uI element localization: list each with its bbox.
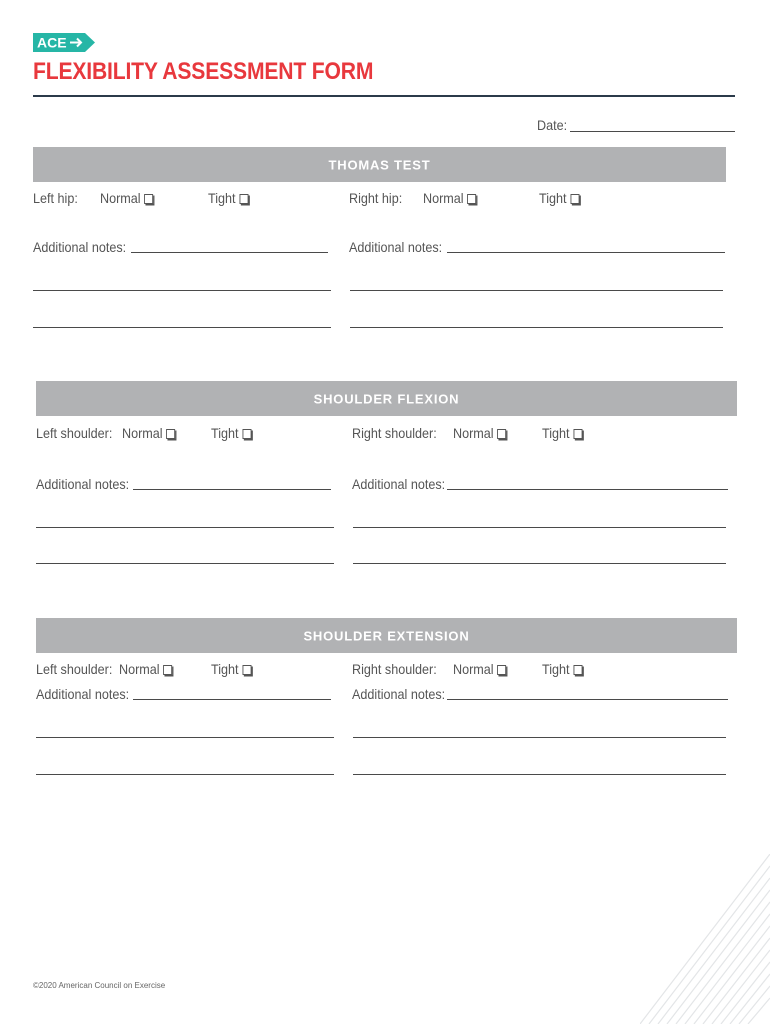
left-notes-line[interactable] — [33, 290, 331, 291]
page-title: FLEXIBILITY ASSESSMENT FORM — [33, 58, 374, 85]
right-notes-line[interactable] — [353, 563, 726, 564]
section-header-shoulder-flexion — [36, 381, 737, 416]
checkbox[interactable] — [242, 429, 251, 439]
right-shoulder-normal-option[interactable] — [453, 425, 506, 441]
checkbox[interactable] — [497, 429, 506, 439]
right-shoulder-label: Right shoulder: — [352, 661, 437, 677]
right-notes-line[interactable] — [350, 327, 723, 328]
right-notes-line[interactable] — [350, 290, 723, 291]
left-hip-tight-option[interactable] — [208, 190, 248, 206]
right-notes-line[interactable] — [353, 527, 726, 528]
right-notes-label: Additional notes: — [349, 239, 443, 255]
left-shoulder-tight-option[interactable] — [211, 661, 251, 677]
option-label: Tight — [542, 661, 570, 677]
option-label: Tight — [539, 190, 567, 206]
left-notes-line[interactable] — [36, 527, 334, 528]
left-notes-line[interactable] — [33, 327, 331, 328]
left-shoulder-label: Left shoulder: — [36, 425, 113, 441]
left-shoulder-label: Left shoulder: — [36, 661, 113, 677]
option-label: Normal — [119, 661, 160, 677]
checkbox[interactable] — [239, 194, 248, 204]
option-label: Tight — [211, 425, 239, 441]
option-label: Normal — [423, 190, 464, 206]
option-label: Normal — [453, 425, 494, 441]
left-notes-line[interactable] — [36, 774, 334, 775]
left-notes-line[interactable] — [133, 489, 331, 490]
section-heading: SHOULDER EXTENSION — [303, 628, 470, 643]
option-label: Tight — [542, 425, 570, 441]
left-hip-label: Left hip: — [33, 190, 78, 206]
left-notes-line[interactable] — [133, 699, 331, 700]
right-notes-line[interactable] — [447, 252, 725, 253]
right-shoulder-tight-option[interactable] — [542, 661, 582, 677]
section-header-thomas-test — [33, 147, 726, 182]
right-notes-label: Additional notes: — [352, 476, 446, 492]
ace-logo — [33, 33, 95, 52]
copyright-footer: ©2020 American Council on Exercise — [33, 981, 166, 990]
left-notes-label: Additional notes: — [36, 686, 130, 702]
left-hip-normal-option[interactable] — [100, 190, 153, 206]
right-shoulder-tight-option[interactable] — [542, 425, 582, 441]
left-shoulder-normal-option[interactable] — [119, 661, 172, 677]
option-label: Normal — [453, 661, 494, 677]
left-shoulder-normal-option[interactable] — [122, 425, 175, 441]
section-heading: THOMAS TEST — [328, 157, 431, 172]
checkbox[interactable] — [573, 429, 582, 439]
right-notes-line[interactable] — [447, 699, 728, 700]
title-divider — [33, 95, 735, 97]
left-notes-line[interactable] — [36, 563, 334, 564]
checkbox[interactable] — [467, 194, 476, 204]
option-label: Tight — [208, 190, 236, 206]
left-notes-line[interactable] — [131, 252, 328, 253]
right-hip-label: Right hip: — [349, 190, 403, 206]
checkbox[interactable] — [166, 429, 175, 439]
right-notes-label: Additional notes: — [352, 686, 446, 702]
right-shoulder-label: Right shoulder: — [352, 425, 437, 441]
left-notes-label: Additional notes: — [36, 476, 130, 492]
option-label: Normal — [122, 425, 163, 441]
option-label: Tight — [211, 661, 239, 677]
checkbox[interactable] — [144, 194, 153, 204]
left-shoulder-tight-option[interactable] — [211, 425, 251, 441]
checkbox[interactable] — [242, 665, 251, 675]
date-field[interactable] — [570, 131, 735, 132]
right-notes-line[interactable] — [353, 774, 726, 775]
left-notes-label: Additional notes: — [33, 239, 127, 255]
section-heading: SHOULDER FLEXION — [313, 391, 460, 406]
date-label: Date: — [537, 117, 568, 133]
right-hip-tight-option[interactable] — [539, 190, 579, 206]
svg-text:ACE: ACE — [37, 34, 67, 51]
right-notes-line[interactable] — [447, 489, 728, 490]
checkbox[interactable] — [573, 665, 582, 675]
left-notes-line[interactable] — [36, 737, 334, 738]
checkbox[interactable] — [570, 194, 579, 204]
decorative-stripes — [640, 854, 770, 1024]
right-hip-normal-option[interactable] — [423, 190, 476, 206]
section-header-shoulder-extension — [36, 618, 737, 653]
option-label: Normal — [100, 190, 141, 206]
right-notes-line[interactable] — [353, 737, 726, 738]
checkbox[interactable] — [497, 665, 506, 675]
right-shoulder-normal-option[interactable] — [453, 661, 506, 677]
checkbox[interactable] — [163, 665, 172, 675]
